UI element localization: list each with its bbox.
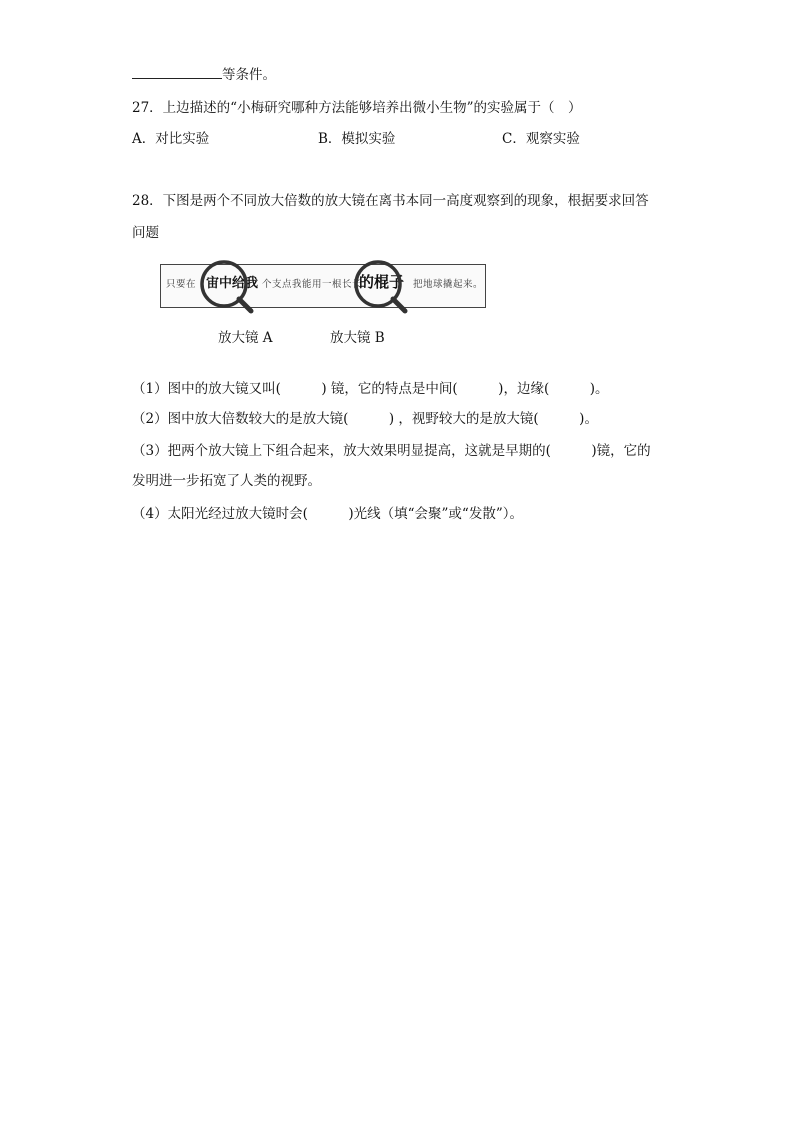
- figure-text-lens-a: 宙中给我: [206, 276, 259, 291]
- q27-stem: 27．上边描述的“小梅研究哪种方法能够培养出微小生物”的实验属于（ ）: [132, 100, 582, 116]
- caption-magnifier-a: 放大镜 A: [218, 330, 273, 346]
- caption-magnifier-b: 放大镜 B: [330, 330, 385, 346]
- magnifier-b-icon: [351, 257, 413, 319]
- figure-text-start: 只要在: [166, 279, 197, 290]
- q26-answer-line: [132, 66, 276, 84]
- q28-stem-line1: 28．下图是两个不同放大倍数的放大镜在离书本同一高度观察到的现象，根据要求回答: [132, 193, 649, 209]
- q28-sub-3: （3）把两个放大镜上下组合起来，放大效果明显提高，这就是早期的( )镜，它的: [132, 443, 651, 459]
- figure-text-mid: 个支点我能用一根长长: [262, 279, 363, 290]
- q28-sub-1: （1）图中的放大镜又叫( ) 镜，它的特点是中间( )，边缘( )。: [132, 381, 609, 397]
- q26-suffix: 等条件。: [222, 67, 276, 83]
- q27-option-a[interactable]: A．对比实验: [132, 131, 210, 147]
- magnifier-figure: [160, 264, 486, 308]
- figure-text-lens-b: 的棍子: [359, 273, 405, 291]
- q27-option-b[interactable]: B．模拟实验: [318, 131, 396, 147]
- q28-sub-3-cont: 发明进一步拓宽了人类的视野。: [132, 473, 321, 489]
- q28-sub-4: （4）太阳光经过放大镜时会( )光线（填“会聚”或“发散”）。: [132, 506, 523, 522]
- magnifier-a-icon: [197, 257, 259, 319]
- q28-sub-2: （2）图中放大倍数较大的是放大镜( ) ，视野较大的是放大镜( )。: [132, 411, 598, 427]
- figure-text-end: 把地球撬起来。: [413, 279, 484, 290]
- q28-stem-line2: 问题: [132, 225, 159, 241]
- answer-blank[interactable]: [132, 66, 222, 79]
- q27-option-c[interactable]: C．观察实验: [502, 131, 580, 147]
